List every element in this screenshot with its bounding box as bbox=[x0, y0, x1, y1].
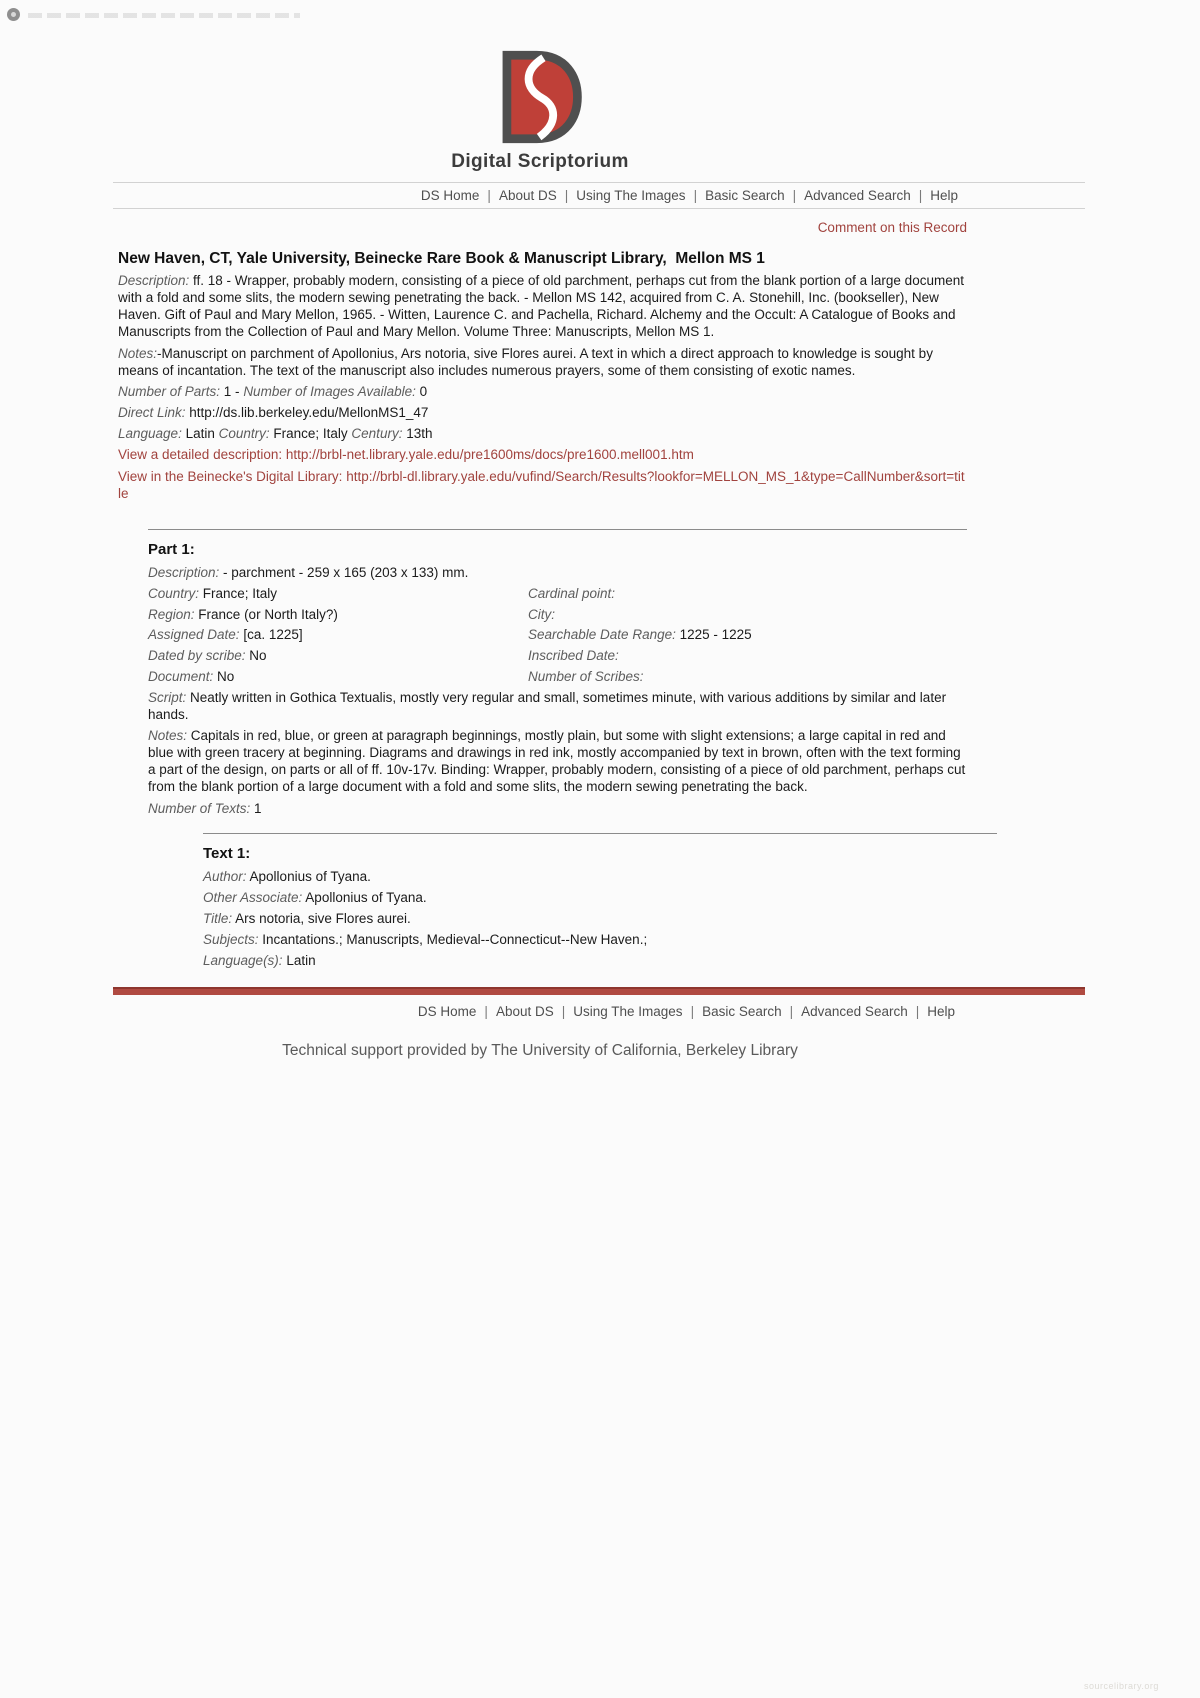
nav-link-using-the-images[interactable]: Using The Images bbox=[576, 188, 686, 203]
field-value: Capitals in red, blue, or green at paragraph beginnings, mostly plain, but some with slight extensions; a large capital in red and blue with green tracery at beginning. Diagrams and drawings in red ink, mostly accompanied by text in brown, often with the text forming a part of the design, on parts or all of ff. 10v-17v. Binding: Wrapper, probably modern, consisting of a piece of old parchment, perhaps cut from the blank portion of a large document with a fold and some slits, the modern sewing penetrating the back. bbox=[148, 728, 969, 795]
nav-separator: | bbox=[690, 1004, 695, 1020]
field-dated-by-scribe bbox=[148, 647, 528, 664]
field-label: Subjects: bbox=[203, 932, 259, 948]
part-1-heading: Part 1: bbox=[148, 540, 195, 558]
field-label: Century: bbox=[351, 426, 403, 442]
field-value: Latin bbox=[181, 426, 219, 442]
nav-separator: | bbox=[564, 188, 569, 203]
field-label: Notes: bbox=[148, 728, 188, 744]
field-other-associate bbox=[203, 889, 997, 906]
text-1-section bbox=[203, 833, 997, 970]
field-label: Number of Images Available: bbox=[243, 383, 416, 399]
field-number-of-scribes bbox=[528, 668, 967, 685]
field-value: 13th bbox=[402, 426, 433, 442]
field-label: Author: bbox=[203, 868, 247, 884]
field-subjects bbox=[203, 931, 997, 948]
nav-link-ds-home[interactable]: DS Home bbox=[420, 188, 480, 203]
field-country bbox=[148, 585, 528, 602]
field-description bbox=[118, 272, 967, 341]
field-direct-link bbox=[118, 404, 967, 421]
field-assigned-date bbox=[148, 626, 528, 643]
field-value: 1 - bbox=[220, 383, 244, 399]
field-label: Direct Link: bbox=[118, 404, 186, 420]
field-title bbox=[203, 910, 997, 927]
nav-link-using-the-images[interactable]: Using The Images bbox=[573, 1004, 683, 1020]
field-value: http://ds.lib.berkeley.edu/MellonMS1_47 bbox=[185, 404, 429, 420]
field-value: 0 bbox=[415, 383, 428, 399]
nav-separator: | bbox=[789, 1004, 794, 1020]
header bbox=[113, 0, 967, 173]
digital-scriptorium-logo[interactable] bbox=[496, 50, 584, 149]
field-value: - parchment - 259 x 165 (203 x 133) mm. bbox=[219, 564, 469, 580]
field-value: Incantations.; Manuscripts, Medieval--Connecticut--New Haven.; bbox=[258, 932, 648, 948]
record-title: New Haven, CT, Yale University, Beinecke Rare Book & Manuscript Library, Mellon MS 1 bbox=[118, 250, 765, 267]
part-1-section bbox=[148, 529, 967, 970]
field-value: Ars notoria, sive Flores aurei. bbox=[232, 911, 411, 927]
field-value: -Manuscript on parchment of Apollonius, Ars notoria, sive Flores aurei. A text in which a direct approach to knowledge is sought by means of incantation. The text of the manuscript also includes numerous prayers, some of them consisting of exotic names. bbox=[118, 345, 937, 378]
field-document bbox=[148, 668, 528, 685]
nav-separator: | bbox=[918, 188, 923, 203]
field-label: Notes: bbox=[118, 345, 158, 361]
field-searchable-date-range bbox=[528, 626, 967, 643]
ds-logo-icon bbox=[496, 50, 584, 144]
top-navigation bbox=[113, 182, 1085, 209]
nav-link-ds-home[interactable]: DS Home bbox=[417, 1004, 477, 1020]
nav-separator: | bbox=[792, 188, 797, 203]
field-label: Document: bbox=[148, 668, 214, 684]
field-value: ff. 18 - Wrapper, probably modern, consisting of a piece of old parchment, perhaps cut from the blank portion of a large document with a fold and some slits, the modern sewing penetrating the back. - Mellon MS 142, acquired from C. A. Stonehill, Inc. (bookseller), New Haven. Gift of Paul and Mary Mellon, 1965. - Witten, Laurence C. and Pachella, Richard. Alchemy and the Occult: A Catalogue of Books and Manuscripts from the Collection of Paul and Mary Mellon. Volume Three: Manuscripts, Mellon MS 1. bbox=[118, 273, 968, 340]
field-label: Dated by scribe: bbox=[148, 647, 246, 663]
field-label: Inscribed Date: bbox=[528, 647, 619, 663]
field-part-notes bbox=[148, 727, 967, 796]
field-language-country-century bbox=[118, 425, 967, 442]
nav-link-advanced-search[interactable]: Advanced Search bbox=[804, 188, 911, 203]
nav-separator: | bbox=[693, 188, 698, 203]
logo-caption: Digital Scriptorium bbox=[451, 151, 629, 172]
nav-link-help[interactable]: Help bbox=[927, 1004, 955, 1020]
footer-divider-bar bbox=[113, 987, 1085, 995]
field-value: 1225 - 1225 bbox=[675, 627, 752, 643]
field-script bbox=[148, 689, 967, 723]
field-region bbox=[148, 606, 528, 623]
field-value: France; Italy bbox=[199, 586, 278, 602]
text-1-heading: Text 1: bbox=[203, 844, 251, 862]
nav-separator: | bbox=[484, 1004, 488, 1020]
field-label: Other Associate: bbox=[203, 889, 303, 905]
field-city bbox=[528, 606, 967, 623]
field-value: France; Italy bbox=[269, 426, 352, 442]
field-cardinal-point bbox=[528, 585, 967, 602]
field-value: Latin bbox=[282, 953, 316, 969]
field-label: Country: bbox=[148, 586, 200, 602]
field-label: Region: bbox=[148, 606, 195, 622]
field-label: Number of Parts: bbox=[118, 383, 221, 399]
field-label: Country: bbox=[218, 426, 270, 442]
part-grid-row bbox=[148, 626, 967, 643]
part-grid-row bbox=[148, 647, 967, 664]
part-description bbox=[148, 564, 967, 581]
footer-navigation bbox=[113, 1004, 1085, 1019]
part-grid-row bbox=[148, 606, 967, 623]
field-value: Neatly written in Gothica Textualis, mostly very regular and small, sometimes minute, with various additions by similar and later hands. bbox=[148, 689, 950, 722]
nav-link-about-ds[interactable]: About DS bbox=[498, 188, 557, 203]
field-label: Description: bbox=[118, 273, 190, 288]
field-value: No bbox=[245, 647, 267, 663]
record-content bbox=[113, 220, 967, 969]
nav-link-help[interactable]: Help bbox=[930, 188, 958, 203]
field-value: Apollonius of Tyana. bbox=[246, 868, 371, 884]
nav-link-basic-search[interactable]: Basic Search bbox=[705, 188, 785, 203]
comment-on-record-link[interactable]: Comment on this Record bbox=[817, 220, 967, 235]
faint-watermark-line bbox=[28, 13, 300, 18]
field-label: Language: bbox=[118, 426, 182, 442]
field-notes bbox=[118, 345, 967, 379]
field-author bbox=[203, 868, 997, 885]
field-label: Title: bbox=[203, 911, 233, 927]
beinecke-digital-library-link[interactable]: View in the Beinecke's Digital Library: http://brbl-dl.library.yale.edu/vufind/Search/Results?lookfor=MELLON_MS_1&type=CallNumber&sort=title bbox=[118, 468, 965, 502]
field-value: Apollonius of Tyana. bbox=[302, 889, 427, 905]
field-languages bbox=[203, 952, 997, 969]
field-label: Script: bbox=[148, 689, 187, 705]
nav-link-about-ds[interactable]: About DS bbox=[495, 1004, 554, 1020]
field-label: Cardinal point: bbox=[528, 586, 616, 602]
part-grid-row bbox=[148, 668, 967, 685]
field-inscribed-date bbox=[528, 647, 967, 664]
technical-support-text: Technical support provided by The University of California, Berkeley Library bbox=[282, 1042, 798, 1060]
field-value: No bbox=[213, 668, 235, 684]
field-label: Number of Texts: bbox=[148, 800, 251, 816]
nav-link-advanced-search[interactable]: Advanced Search bbox=[801, 1004, 908, 1020]
field-label: Assigned Date: bbox=[148, 627, 240, 643]
nav-link-basic-search[interactable]: Basic Search bbox=[702, 1004, 782, 1020]
browser-badge-icon bbox=[7, 8, 20, 21]
field-value: France (or North Italy?) bbox=[194, 606, 338, 622]
field-value: 1 bbox=[250, 800, 262, 816]
detailed-description-link[interactable]: View a detailed description: http://brbl-net.library.yale.edu/pre1600ms/docs/pre1600.mell001.htm bbox=[118, 447, 694, 463]
field-number-of-parts bbox=[118, 383, 967, 400]
nav-separator: | bbox=[915, 1004, 920, 1020]
field-label: Searchable Date Range: bbox=[528, 627, 676, 643]
nav-separator: | bbox=[561, 1004, 566, 1020]
field-label: City: bbox=[528, 606, 555, 622]
nav-separator: | bbox=[487, 188, 491, 203]
part-grid-row bbox=[148, 585, 967, 602]
field-number-of-texts bbox=[148, 800, 967, 817]
source-watermark: sourcelibrary.org bbox=[1084, 1681, 1159, 1691]
field-value: [ca. 1225] bbox=[239, 627, 303, 643]
field-label: Number of Scribes: bbox=[528, 668, 644, 684]
field-label: Language(s): bbox=[203, 953, 283, 969]
page-container bbox=[113, 0, 1085, 1060]
field-label: Description: bbox=[148, 564, 220, 580]
